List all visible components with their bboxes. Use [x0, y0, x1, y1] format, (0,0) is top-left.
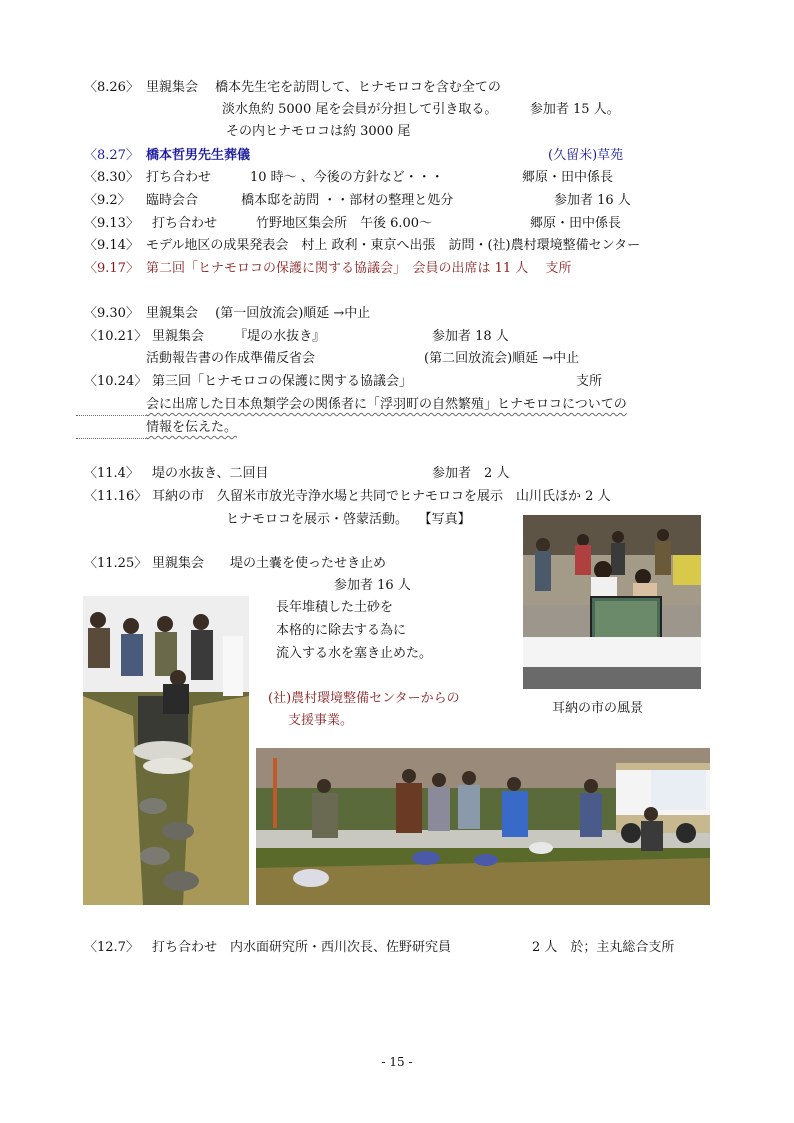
entry-text: 会に出席した日本魚類学会の関係者に「浮羽町の自然繁殖」ヒナモロコについての	[146, 397, 627, 412]
entry-date: 〈12.7〉	[84, 940, 139, 955]
entry-date: 〈10.24〉	[84, 374, 148, 389]
entry-text: ヒナモロコを展示・啓蒙活動。 【写真】	[226, 512, 471, 527]
entry-text: 打ち合わせ 竹野地区集会所 午後 6.00～	[152, 216, 433, 231]
entry-text: 支援事業。	[288, 713, 354, 728]
entry-text: 橋本哲男先生葬儀	[146, 148, 251, 163]
entry-date: 〈10.21〉	[84, 329, 148, 344]
entry-text: (第二回放流会)順延 →中止	[424, 351, 580, 366]
dam-photo	[83, 596, 249, 905]
entry-date: 〈9.2〉	[84, 193, 131, 208]
entry-place: 参加者 2 人	[432, 466, 510, 481]
entry-text: (社)農村環境整備センターからの	[268, 691, 460, 706]
entry-text: 里親集会 橋本先生宅を訪問して、ヒナモロコを含む全ての	[146, 80, 501, 95]
entry-place: 2 人 於；主丸総合支所	[532, 940, 675, 955]
entry-place: 支所	[576, 374, 603, 389]
entry-text: その内ヒナモロコは約 3000 尾	[226, 124, 411, 139]
entry-text: 里親集会 (第一回放流会)順延 →中止	[146, 306, 371, 321]
entry-text: 里親集会 『堤の水抜き』	[152, 329, 326, 344]
entry-date: 〈11.25〉	[84, 556, 148, 571]
entry-place: (久留米)草苑	[548, 148, 624, 163]
entry-date: 〈8.26〉	[84, 80, 139, 95]
entry-place: 参加者 16 人	[334, 578, 411, 593]
entry-date: 〈8.30〉	[84, 170, 139, 185]
entry-text: 第三回「ヒナモロコの保護に関する協議会」	[152, 374, 413, 389]
entry-text: モデル地区の成果発表会 村上 政利・東京へ出張 訪問・(社)農村環境整備センター	[146, 238, 641, 253]
entry-place: 参加者 16 人	[554, 193, 631, 208]
group-photo	[256, 748, 710, 905]
entry-text: 堤の水抜き、二回目	[152, 466, 269, 481]
entry-text: 淡水魚約 5000 尾を会員が分担して引き取る。 参加者 15 人。	[222, 102, 620, 117]
wavy-underline-lead	[76, 414, 148, 416]
wavy-underline-lead	[76, 437, 148, 439]
entry-text: 耳納の市 久留米市放光寺浄水場と共同でヒナモロコを展示 山川氏ほか 2 人	[152, 489, 611, 504]
entry-text: 打ち合わせ 内水面研究所・西川次長、佐野研究員	[152, 940, 452, 955]
entry-text: 臨時会合 橋本邸を訪問 ・・部材の整理と処分	[146, 193, 454, 208]
entry-place: 郷原・田中係長	[522, 170, 614, 185]
entry-date: 〈9.30〉	[84, 306, 139, 321]
entry-date: 〈8.27〉	[84, 148, 139, 163]
entry-date: 〈9.13〉	[84, 216, 139, 231]
entry-text: 打ち合わせ 10 時～ 、今後の方針など・・・	[146, 170, 444, 185]
market-photo	[523, 515, 701, 689]
entry-text: 情報を伝えた。	[146, 420, 238, 435]
entry-place: 参加者 18 人	[432, 329, 509, 344]
page-number: - 15 -	[381, 1055, 413, 1069]
entry-text: 本格的に除去する為に	[276, 623, 407, 638]
entry-text: 長年堆積した土砂を	[276, 600, 394, 615]
entry-text: 里親集会 堤の土嚢を使ったせき止め	[152, 556, 387, 571]
entry-date: 〈9.14〉	[84, 238, 139, 253]
entry-text: 活動報告書の作成準備反省会	[146, 351, 316, 366]
entry-date: 〈9.17〉	[84, 261, 139, 276]
entry-place: 郷原・田中係長	[530, 216, 622, 231]
entry-date: 〈11.16〉	[84, 489, 148, 504]
entry-text: 流入する水を塞き止めた。	[276, 646, 433, 661]
entry-text: 第二回「ヒナモロコの保護に関する協議会」 会員の出席は 11 人 支所	[146, 261, 572, 276]
entry-date: 〈11.4〉	[84, 466, 139, 481]
photo-caption: 耳納の市の風景	[552, 701, 644, 716]
